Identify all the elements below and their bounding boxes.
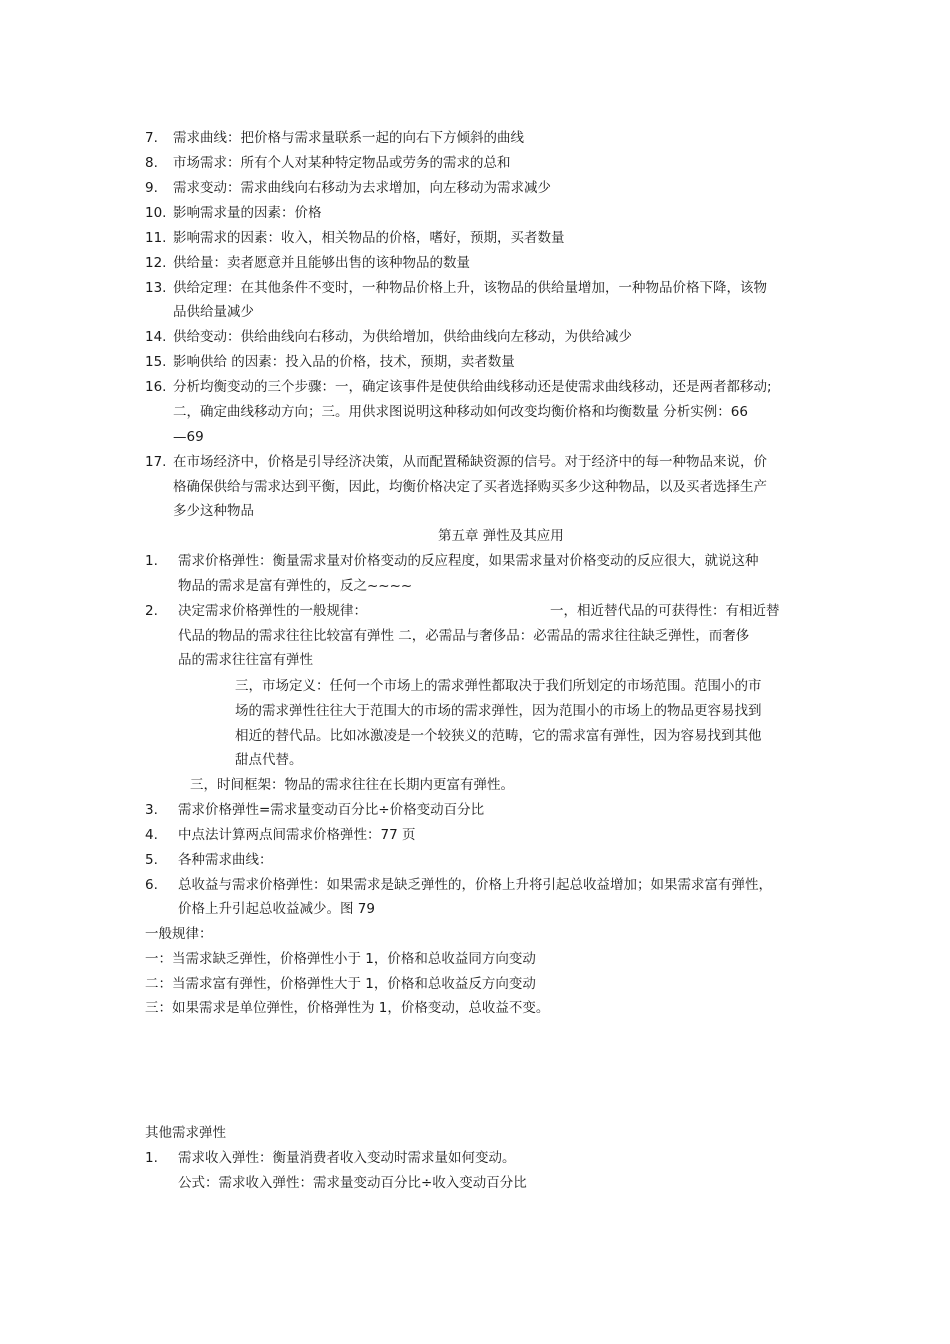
list-item-number: 8. [145, 155, 158, 171]
list-item-number: 15. [145, 354, 167, 370]
rule-line: 二：当需求富有弹性，价格弹性大于 1，价格和总收益反方向变动 [145, 976, 536, 992]
general-rule-heading: 一般规律： [145, 926, 213, 942]
paragraph-line: 场的需求弹性往往大于范围大的市场的需求弹性，因为范围小的市场上的物品更容易找到 [235, 703, 762, 719]
list-item-text: 二，确定曲线移动方向；三。用供求图说明这种移动如何改变均衡价格和均衡数量 分析实例：66 [173, 404, 748, 420]
list-item-text: 市场需求：所有个人对某种特定物品或劳务的需求的总和 [173, 155, 511, 171]
chapter-title: 第五章 弹性及其应用 [438, 528, 564, 544]
list-item-number: 14. [145, 329, 167, 345]
section-heading: 其他需求弹性 [145, 1125, 226, 1141]
list-item-number: 3. [145, 802, 158, 818]
paragraph-line: 相近的替代品。比如冰激凌是一个较狭义的范畴，它的需求富有弹性，因为容易找到其他 [235, 728, 762, 744]
list-item-text: 多少这种物品 [173, 503, 254, 519]
list-item-number: 1. [145, 1150, 158, 1166]
list-item-text: 影响需求量的因素：价格 [173, 205, 322, 221]
list-item-text: 供给变动：供给曲线向右移动，为供给增加，供给曲线向左移动，为供给减少 [173, 329, 632, 345]
list-item-text: 各种需求曲线： [178, 852, 273, 868]
list-item-text: 代品的物品的需求往往比较富有弹性 二，必需品与奢侈品：必需品的需求往往缺乏弹性，而奢侈 [178, 628, 750, 644]
list-item-text: 决定需求价格弹性的一般规律： [178, 603, 367, 619]
list-item-text: 供给定理：在其他条件不变时，一种物品价格上升，该物品的供给量增加，一种物品价格下降，该物 [173, 280, 767, 296]
list-item-text: 品供给量减少 [173, 304, 254, 320]
list-item-text: 中点法计算两点间需求价格弹性：77 页 [178, 827, 416, 843]
list-item-number: 12. [145, 255, 167, 271]
list-item-text: 在市场经济中，价格是引导经济决策，从而配置稀缺资源的信号。对于经济中的每一种物品来说，价 [173, 454, 767, 470]
list-item-text: 物品的需求是富有弹性的，反之~~~~ [178, 578, 413, 594]
rule-line: 一：当需求缺乏弹性，价格弹性小于 1，价格和总收益同方向变动 [145, 951, 536, 967]
list-item-text: 供给量：卖者愿意并且能够出售的该种物品的数量 [173, 255, 470, 271]
list-item-text: 总收益与需求价格弹性：如果需求是缺乏弹性的，价格上升将引起总收益增加；如果需求富有弹性， [178, 877, 772, 893]
paragraph-line: 三，市场定义：任何一个市场上的需求弹性都取决于我们所划定的市场范围。范围小的市 [235, 678, 762, 694]
list-item-text: 价格上升引起总收益减少。图 79 [178, 901, 375, 917]
list-item-text: 分析均衡变动的三个步骤：一，确定该事件是使供给曲线移动还是使需求曲线移动，还是两者都移动; [173, 379, 772, 395]
list-item-number: 1. [145, 553, 158, 569]
list-item-number: 2. [145, 603, 158, 619]
list-item-text: 影响需求的因素：收入，相关物品的价格，嗜好，预期，买者数量 [173, 230, 565, 246]
list-item-text: —69 [173, 429, 204, 445]
list-item-text: 格确保供给与需求达到平衡，因此，均衡价格决定了买者选择购买多少这种物品，以及买者选择生产 [173, 479, 767, 495]
list-item-text: 需求价格弹性：衡量需求量对价格变动的反应程度，如果需求量对价格变动的反应很大，就说这种 [178, 553, 759, 569]
list-item-number: 7. [145, 130, 158, 146]
paragraph-line: 甜点代替。 [235, 752, 303, 768]
list-item-number: 4. [145, 827, 158, 843]
list-item-text: 一，相近替代品的可获得性：有相近替 [550, 603, 780, 619]
list-item-text: 需求变动：需求曲线向右移动为去求增加，向左移动为需求减少 [173, 180, 551, 196]
list-item-number: 10. [145, 205, 167, 221]
list-item-number: 13. [145, 280, 167, 296]
rule-line: 三：如果需求是单位弹性，价格弹性为 1，价格变动，总收益不变。 [145, 1000, 550, 1016]
list-item-number: 17. [145, 454, 167, 470]
list-item-text: 需求价格弹性=需求量变动百分比÷价格变动百分比 [178, 802, 485, 818]
list-item-text: 影响供给 的因素：投入品的价格，技术，预期，卖者数量 [173, 354, 515, 370]
list-item-number: 11. [145, 230, 167, 246]
list-item-text: 需求曲线：把价格与需求量联系一起的向右下方倾斜的曲线 [173, 130, 524, 146]
formula-line: 公式：需求收入弹性：需求量变动百分比÷收入变动百分比 [178, 1175, 527, 1191]
list-item-text: 品的需求往往富有弹性 [178, 652, 313, 668]
list-item-number: 6. [145, 877, 158, 893]
list-item-number: 9. [145, 180, 158, 196]
list-item-number: 5. [145, 852, 158, 868]
paragraph-line: 三，时间框架：物品的需求往往在长期内更富有弹性。 [190, 777, 514, 793]
list-item-text: 需求收入弹性：衡量消费者收入变动时需求量如何变动。 [178, 1150, 516, 1166]
list-item-number: 16. [145, 379, 167, 395]
